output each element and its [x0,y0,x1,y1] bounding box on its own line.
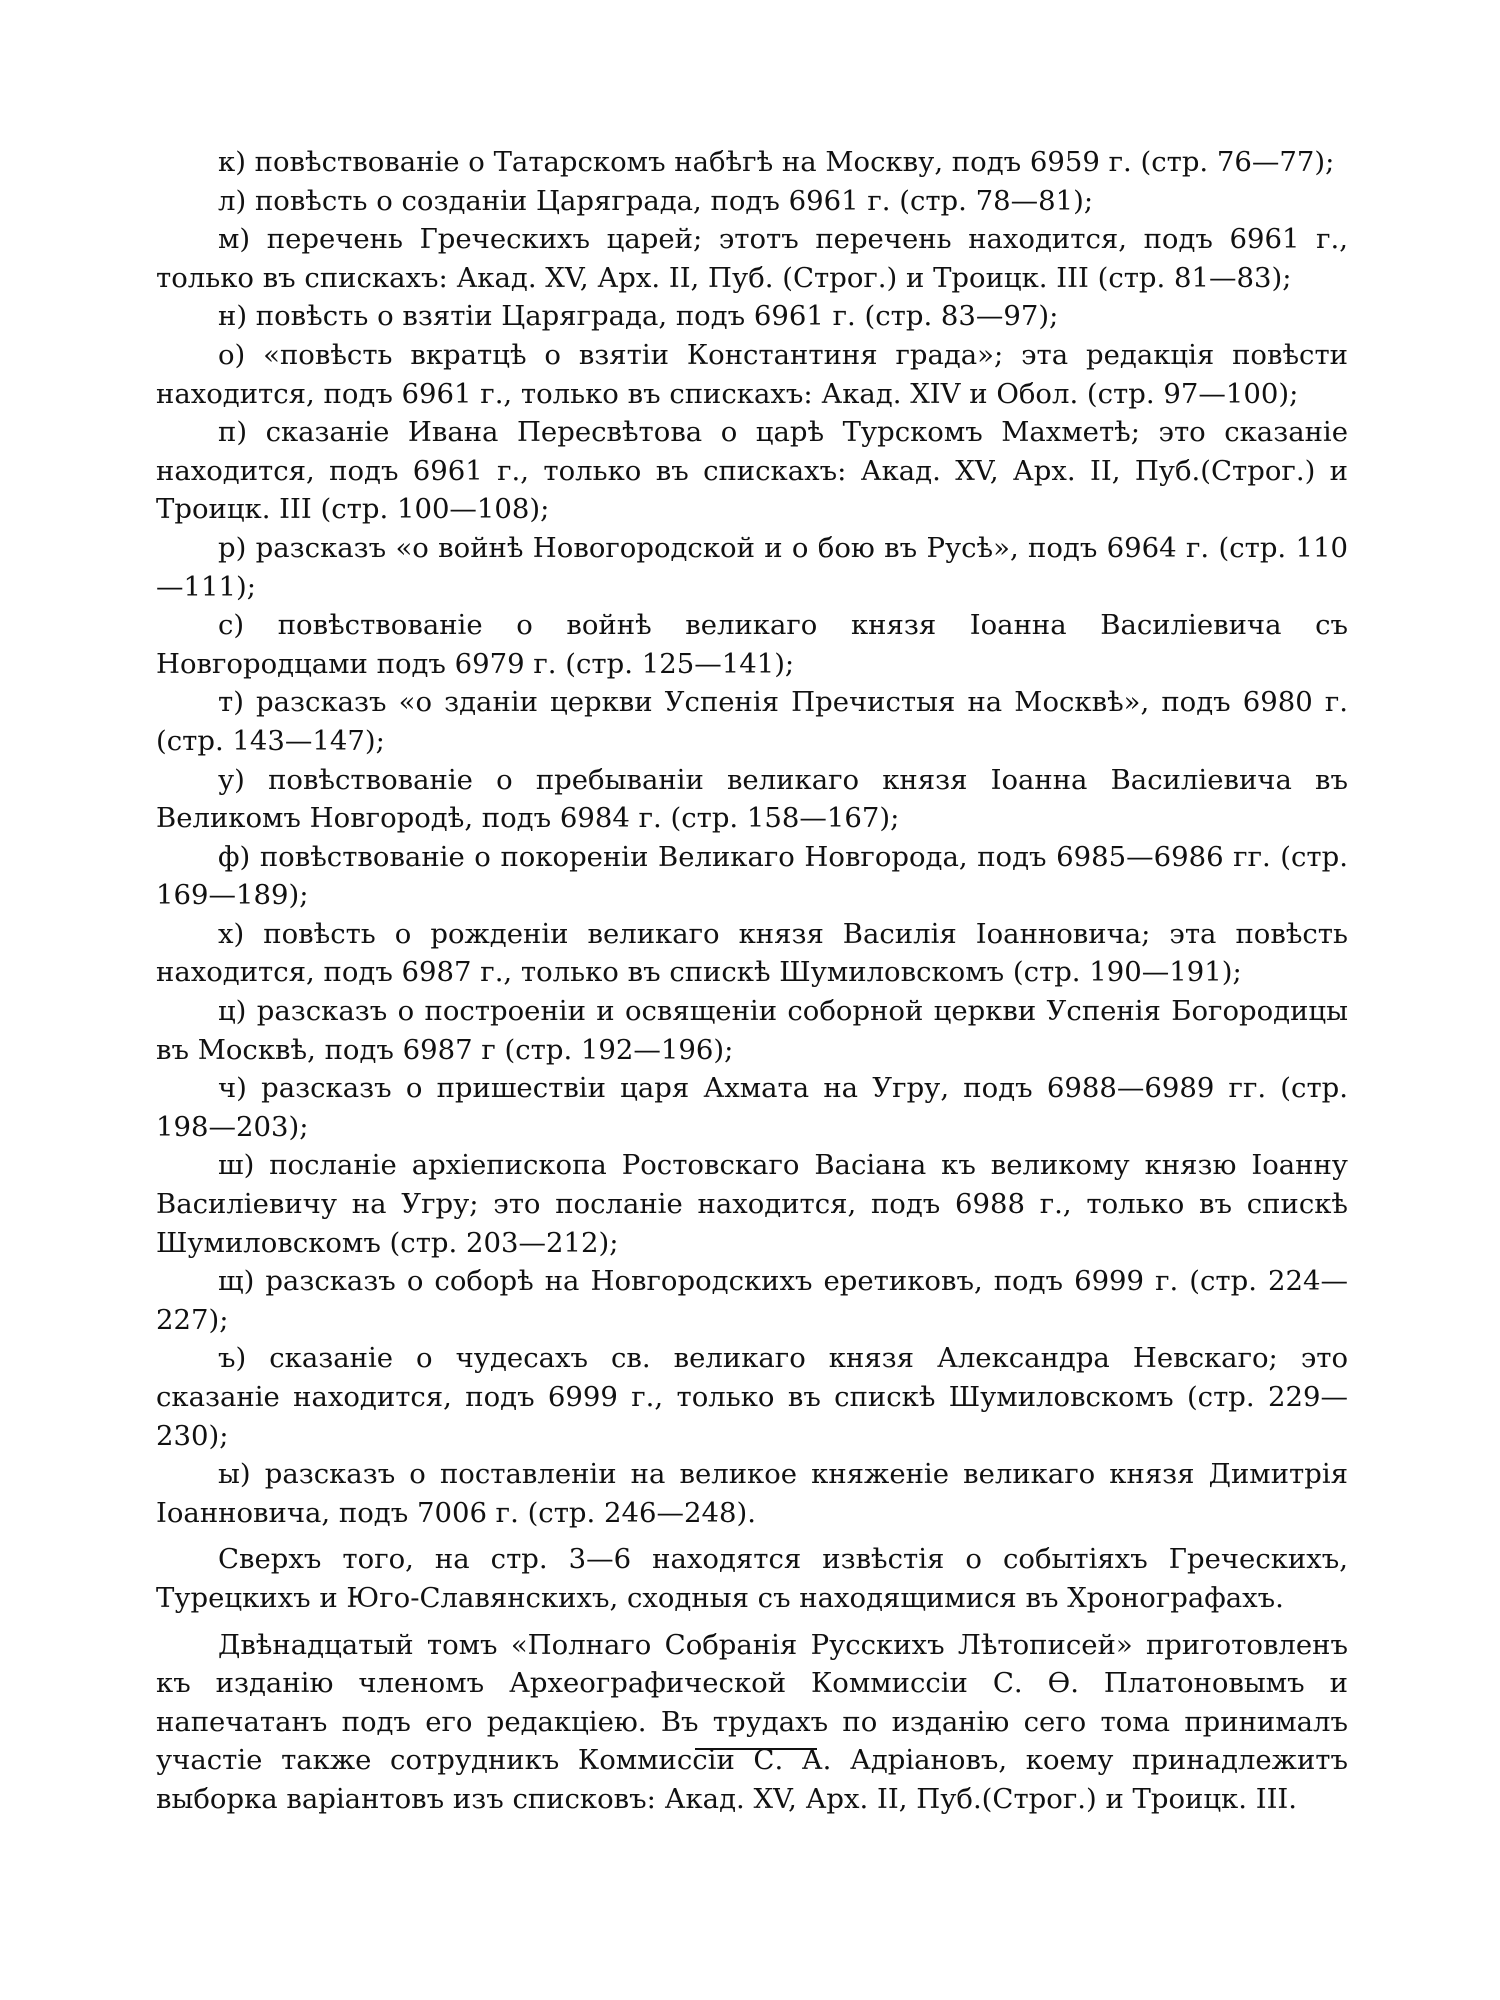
list-item-shch: щ) разсказъ о соборѣ на Новгородскихъ еретиковъ, подъ 6999 г. (стр. 224—227); [156,1265,1348,1336]
list-item-hard-sign: ъ) сказаніе о чудесахъ св. великаго князя Александра Невскаго; это сказаніе находится, подъ 6999 г., только въ спискѣ Шумиловскомъ (стр. 229—230); [156,1342,1348,1452]
list-item-ts: ц) разсказъ о построеніи и освященіи соборной церкви Успенія Богородицы въ Москвѣ, подъ 6987 г (стр. 192—196); [156,995,1348,1066]
list-item-p: п) сказаніе Ивана Пересвѣтова о царѣ Турскомъ Махметѣ; это сказаніе находится, подъ 6961 г., только въ спискахъ: Акад. XV, Арх. II, Пуб.(Строг.) и Троицк. III (стр. 100—108); [156,416,1348,526]
paragraph-extra: Сверхъ того, на стр. 3—6 находятся извѣстія о событіяхъ Греческихъ, Турецкихъ и Юго-Славянскихъ, сходныя съ находящимися въ Хронографахъ. [156,1543,1348,1614]
list-item-l: л) повѣсть о созданіи Царяграда, подъ 6961 г. (стр. 78—81); [218,184,1094,217]
list-item-kh: х) повѣсть о рожденіи великаго князя Василія Іоанновича; эта повѣсть находится, подъ 6987 г., только въ спискѣ Шумиловскомъ (стр. 190—191); [156,917,1348,989]
list-item-f: ф) повѣствованіе о покореніи Великаго Новгорода, подъ 6985—6986 гг. (стр. 169—189); [156,840,1348,912]
list-item-y: ы) разсказъ о поставленіи на великое княженіе великаго князя Димитрія Іоанновича, подъ 7006 г. (стр. 246—248). [156,1458,1348,1529]
list-item-s: с) повѣствованіе о войнѣ великаго князя Іоанна Василіевича съ Новгородцами подъ 6979 г. (стр. 125—141); [156,609,1348,680]
list-item-r: р) разсказъ «о войнѣ Новогородской и о бою въ Русѣ», подъ 6964 г. (стр. 110—111); [156,531,1348,603]
list-item-u: у) повѣствованіе о пребываніи великаго князя Іоанна Василіевича въ Великомъ Новгородѣ, подъ 6984 г. (стр. 158—167); [156,763,1348,835]
list-item-o: о) «повѣсть вкратцѣ о взятіи Константиня града»; эта редакція повѣсти находится, подъ 6961 г., только въ спискахъ: Акад. XIV и Обол. (стр. 97—100); [156,338,1348,410]
list-item-m: м) перечень Греческихъ царей; этотъ перечень находится, подъ 6961 г., только въ спискахъ: Акад. XV, Арх. II, Пуб. (Строг.) и Троицк. III (стр. 81—83); [156,223,1348,294]
list-item-n: н) повѣсть о взятіи Царяграда, подъ 6961 г. (стр. 83—97); [218,300,1059,333]
list-item-k: к) повѣствованіе о Татарскомъ набѣгѣ на Москву, подъ 6959 г. (стр. 76—77); [218,146,1335,178]
closing-rule [695,1748,817,1750]
paragraph-final: Двѣнадцатый томъ «Полнаго Собранія Русскихъ Лѣтописей» приготовленъ къ изданію членомъ Археографической Коммиссіи С. Ѳ. Платоновымъ и напечатанъ подъ его редакціею. Въ трудахъ по изданію сего тома принималъ участіе также сотрудникъ Коммиссіи С. А. Адріановъ, коему принадлежитъ выборка варіантовъ изъ списковъ: Акад. XV, Арх. II, Пуб.(Строг.) и Троицк. III. [156,1628,1348,1815]
list-item-t: т) разсказъ «о зданіи церкви Успенія Пречистыя на Москвѣ», подъ 6980 г. (стр. 143—147); [156,686,1348,757]
list-item-sh: ш) посланіе архіепископа Ростовскаго Васіана къ великому князю Іоанну Василіевичу на Угру; это посланіе находится, подъ 6988 г., только въ спискѣ Шумиловскомъ (стр. 203—212); [156,1149,1348,1259]
list-item-ch: ч) разсказъ о пришествіи царя Ахмата на Угру, подъ 6988—6989 гг. (стр. 198—203); [156,1072,1348,1143]
text-block [156,143,1348,1819]
